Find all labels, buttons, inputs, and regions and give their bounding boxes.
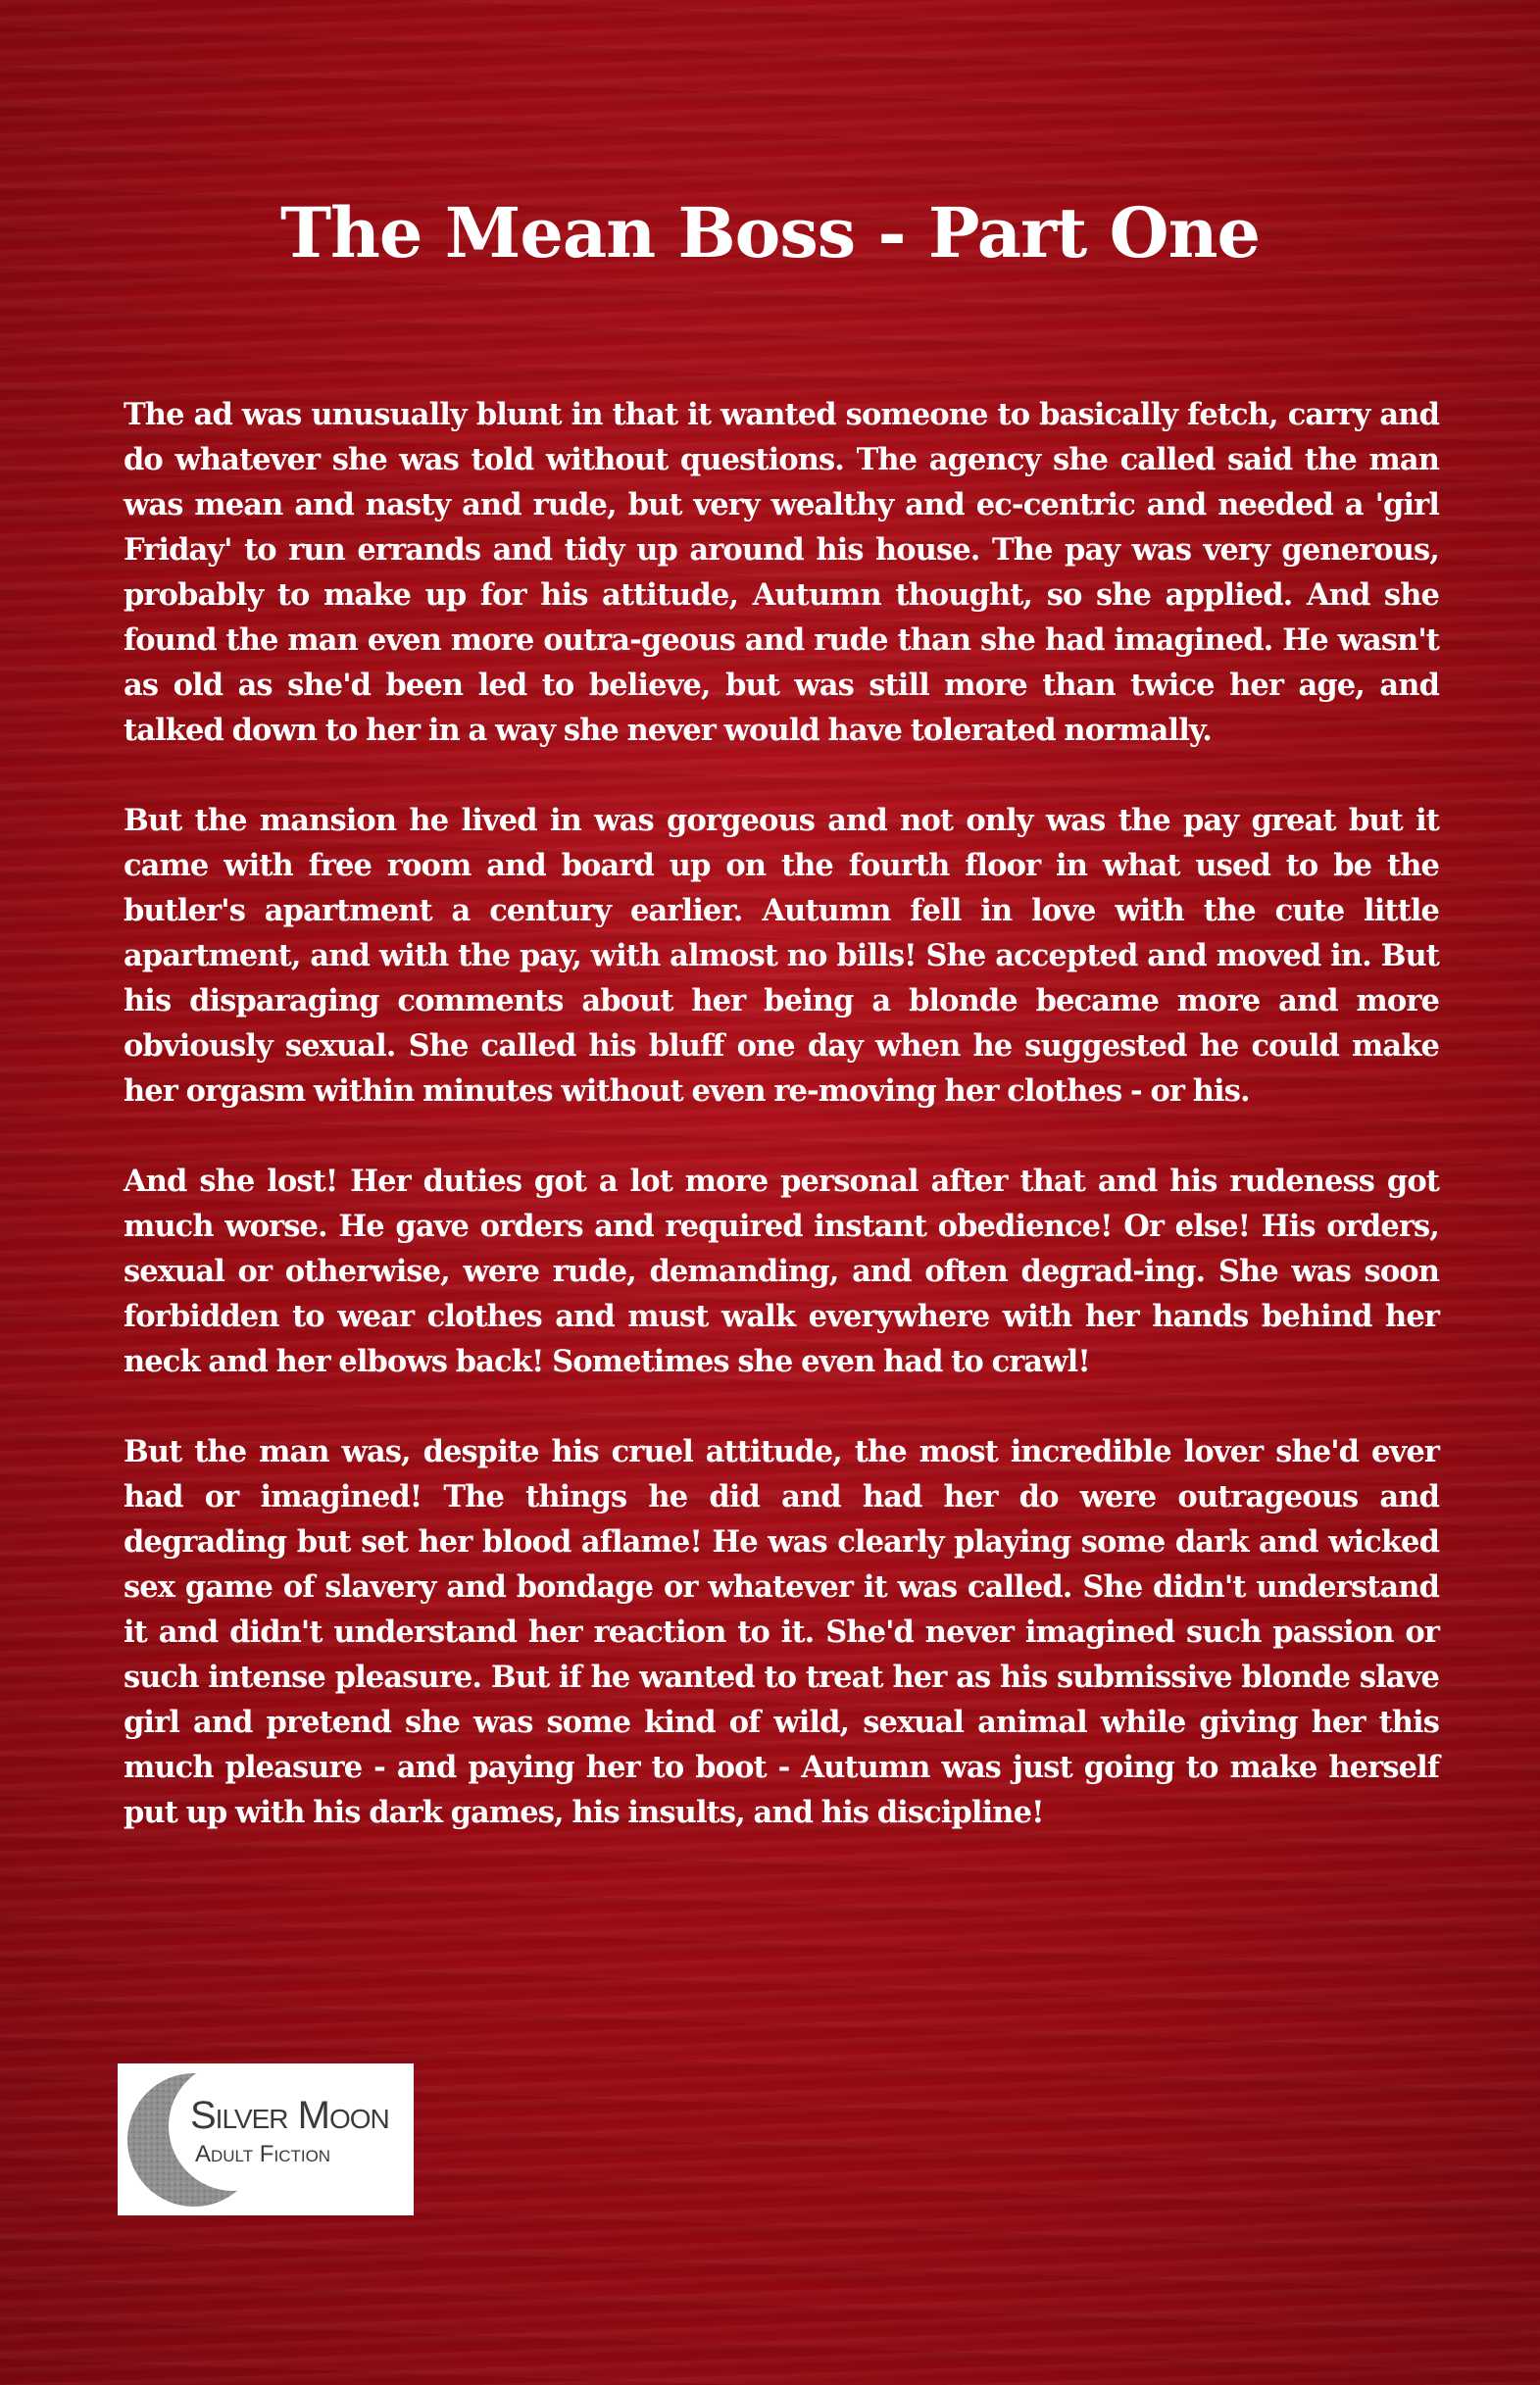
page-title: The Mean Boss - Part One — [279, 192, 1261, 273]
crescent-moon-icon — [118, 2063, 414, 2215]
publisher-logo — [118, 2063, 414, 2215]
paragraph-4: But the man was, despite his cruel attitude, the most incredible lover she'd ever had or imagined! The things he did and had her do were outrageous and degrading but set her blood aflame! He was clearly playing some dark and wicked sex game of slavery and bondage or whatever it was called. She didn't understand it and didn't understand her reaction to it. She'd never imagined such passion or such intense pleasure. But if he wanted to treat her as his submissive blonde slave girl and pretend she was some kind of wild, sexual animal while giving her this much pleasure - and paying her to boot - Autumn was just going to make herself put up with his dark games, his insults, and his discipline! — [124, 1434, 1439, 1830]
paragraph-3: And she lost! Her duties got a lot more personal after that and his rudeness got much worse. He gave orders and required instant obedience! Or else! His orders, sexual or otherwise, were rude, demanding, and often degrad-ing. She was soon forbidden to wear clothes and must walk everywhere with her hands behind her neck and her elbows back! Sometimes she even had to crawl! — [124, 1164, 1439, 1379]
logo-line2-text: Adult Fiction — [195, 2141, 331, 2167]
logo-line-2 — [195, 2142, 330, 2167]
synopsis — [124, 392, 1439, 1880]
paragraph-2: But the mansion he lived in was gorgeous and not only was the pay great but it came with free room and board up on the fourth floor in what used to be the butler's apartment a century earlier. Autumn fell in love with the cute little apartment, and with the pay, with almost no bills! She accepted and moved in. But his disparaging comments about her being a blonde became more and more obviously sexual. She called his bluff one day when he suggested he could make her orgasm within minutes without even re-moving her clothes - or his. — [124, 803, 1439, 1109]
logo-line-1 — [190, 2093, 389, 2138]
logo-line1-text: Silver Moon — [190, 2094, 389, 2137]
paragraph-1: The ad was unusually blunt in that it wanted someone to basically fetch, carry and do whatever she was told without questions. The agency she called said the man was mean and nasty and rude, but very wealthy and ec-centric and needed a 'girl Friday' to run errands and tidy up around his house. The pay was very generous, probably to make up for his attitude, Autumn thought, so she applied. And she found the man even more outra-geous and rude than she had imagined. He wasn't as old as she'd been led to believe, but was still more than twice her age, and talked down to her in a way she never would have tolerated normally. — [124, 397, 1439, 748]
